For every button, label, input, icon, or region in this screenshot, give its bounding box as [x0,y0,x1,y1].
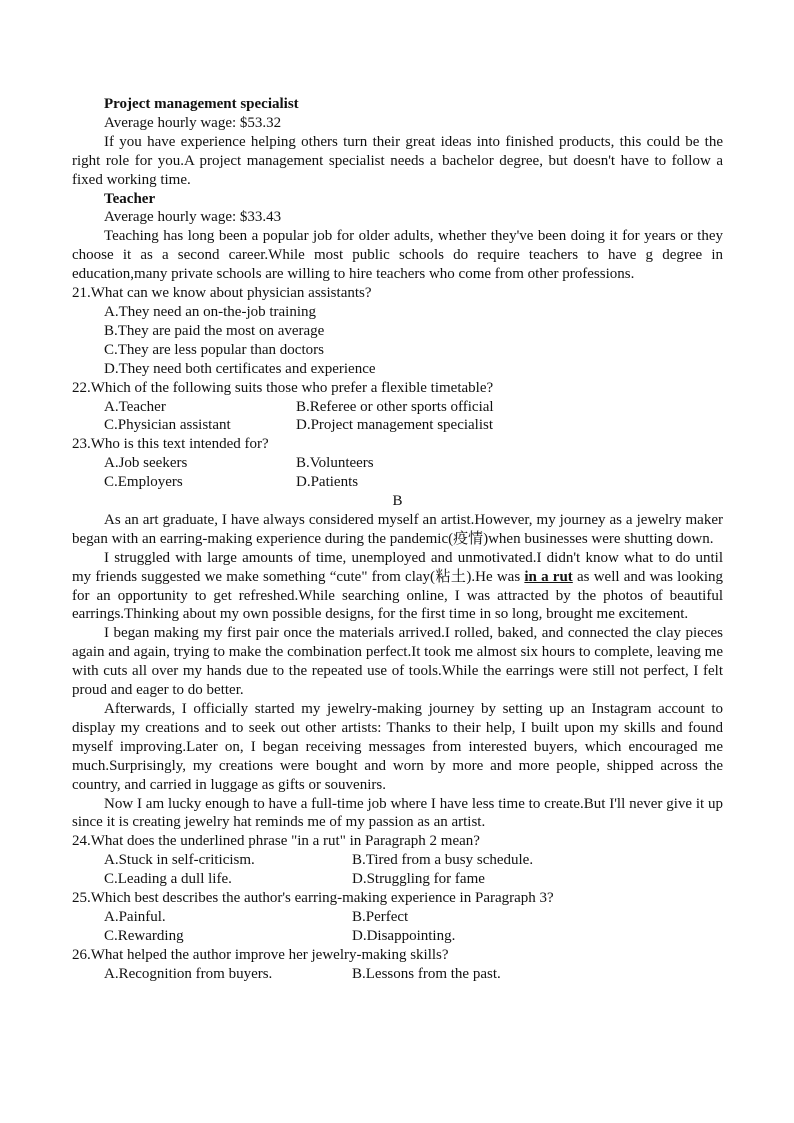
exam-page [72,95,723,984]
job-description: If you have experience helping others turn their great ideas into finished products, this could be the right role for you.A project management specialist needs a bachelor degree, but doesn't have to follow a fixed working time. [72,133,723,188]
question-text: 22.Which of the following suits those who prefer a flexible timetable? [72,379,494,396]
job-title: Project management specialist [104,96,299,112]
job-wage: Average hourly wage: $53.32 [104,114,282,131]
option-a: A.Teacher [104,398,166,415]
option-c: C.Leading a dull life. [104,871,232,888]
question-text: 26.What helped the author improve her jewelry-making skills? [72,946,449,963]
options-grid [72,454,723,492]
paragraph-1: As an art graduate, I have always considered myself an artist.However, my journey as a jewelry maker began with an earring-making experience during the pandemic(疫情)when businesses were shutting down. [72,511,723,547]
question-text: 23.Who is this text intended for? [72,436,269,453]
options-grid [72,908,723,946]
paragraph-4: Afterwards, I officially started my jewelry-making journey by setting up an Instagram account to display my creations and to seek out other artists: Thanks to their help, I built upon my skills and found myself improving.Later on, I began receiving messages from interested buyers, which encouraged me much.Surprisingly, my creations were bought and worn by more and more people, shipped across the country, and carried in luggage as gifts or souvenirs. [72,701,723,793]
question-21 [72,284,723,379]
option-a: A.Painful. [104,908,166,925]
option-a: A.Stuck in self-criticism. [104,852,255,869]
option-b: B.Lessons from the past. [352,965,501,982]
job-title: Teacher [104,190,156,207]
options-grid [72,851,723,889]
option-d: D.Project management specialist [296,417,494,434]
question-24 [72,832,723,889]
question-text: 25.Which best describes the author's earring-making experience in Paragraph 3? [72,890,554,907]
option-c: C.Rewarding [104,927,184,944]
job-wage: Average hourly wage: $33.43 [104,209,282,226]
option-d: D.Disappointing. [352,927,456,944]
options-grid [72,965,723,984]
option-b: B.Referee or other sports official [296,398,494,415]
underlined-phrase: in a rut [524,568,573,585]
option-d: D.They need both certificates and experience [104,360,376,377]
option-c: C.Physician assistant [104,417,231,434]
passage-heading: B [392,493,403,510]
option-d: D.Struggling for fame [352,871,485,888]
option-d: D.Patients [296,474,359,491]
option-b: B.Tired from a busy schedule. [352,852,534,869]
option-c: C.They are less popular than doctors [104,341,324,358]
option-a: A.Job seekers [104,455,188,472]
paragraph-5: Now I am lucky enough to have a full-time job where I have less time to create.But I'll never give it up since it is creating jewelry hat reminds me of my passion as an artist. [72,795,723,831]
options-grid [72,398,723,436]
option-a: A.Recognition from buyers. [104,965,273,982]
question-text: 24.What does the underlined phrase "in a rut" in Paragraph 2 mean? [72,833,480,850]
option-b: B.Perfect [352,908,409,925]
paragraph-3: I began making my first pair once the materials arrived.I rolled, baked, and connected the clay pieces again and again, trying to make the combination perfect.It took me almost six hours to complete, leaving me with cuts all over my hands due to the repeated use of tools.While the earrings were still not perfect, I felt proud and eager to do better. [72,625,723,699]
question-26 [72,946,723,984]
paragraph-text: as well and was looking for an opportunity to get refreshed.While searching online, I was attracted by the photos of beautiful earrings.Thinking about my own possible designs, for the first time in so long, brought me excitement. [72,568,723,623]
option-c: C.Employers [104,474,183,491]
paragraph-text: I struggled with large amounts of time, unemployed and unmotivated.I didn't know what to do until my friends suggested we make something “cute" from clay(粘土).He was [72,549,723,585]
option-a: A.They need an on-the-job training [104,303,317,320]
job-description: Teaching has long been a popular job for older adults, whether they've been doing it for years or they choose it as a second career.While most public schools do require teachers to have g degree in education,many private schools are willing to hire teachers who come from other professions. [72,228,723,283]
question-23 [72,435,723,492]
option-b: B.Volunteers [296,455,374,472]
question-text: 21.What can we know about physician assistants? [72,285,372,302]
paragraph-2 [72,549,723,625]
option-b: B.They are paid the most on average [104,322,325,339]
question-22 [72,379,723,436]
question-25 [72,889,723,946]
